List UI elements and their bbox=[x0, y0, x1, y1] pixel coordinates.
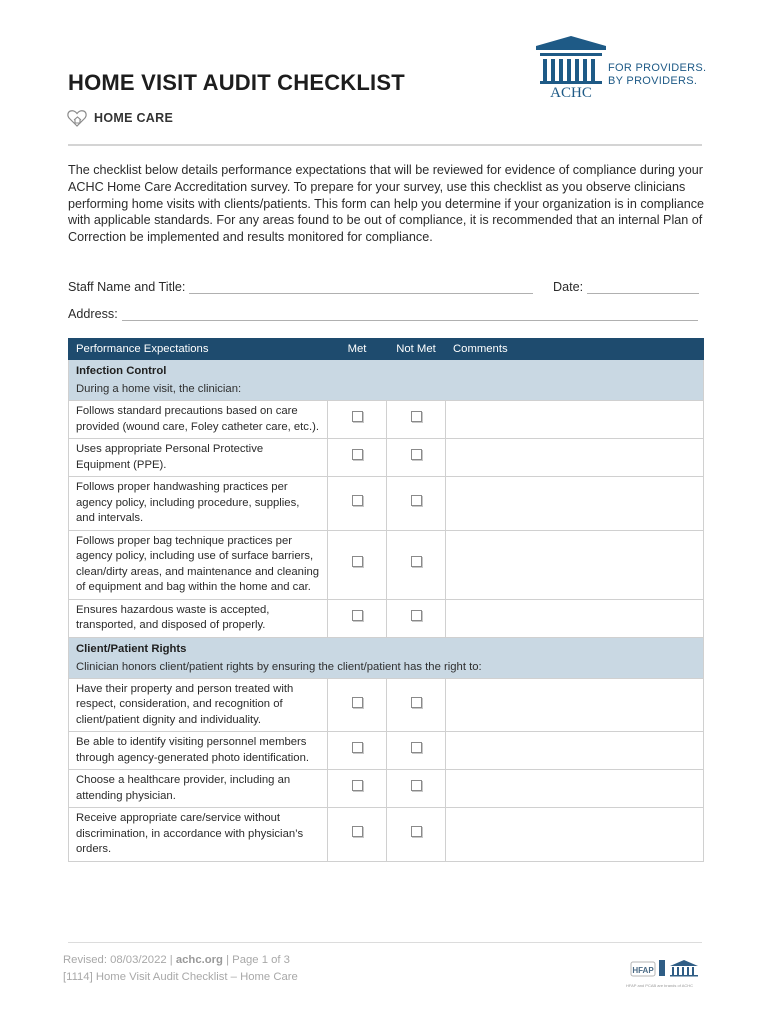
met-checkbox[interactable] bbox=[352, 610, 363, 621]
col-not-met: Not Met bbox=[387, 339, 446, 360]
comments-cell[interactable] bbox=[446, 770, 704, 808]
not-met-checkbox[interactable] bbox=[411, 826, 422, 837]
table-row bbox=[69, 477, 704, 531]
met-checkbox[interactable] bbox=[352, 742, 363, 753]
footer-doc-title: [1114] Home Visit Audit Checklist – Home Care bbox=[63, 971, 298, 983]
header-divider bbox=[68, 144, 702, 146]
heart-house-icon bbox=[66, 108, 88, 128]
table-row bbox=[69, 808, 704, 862]
comments-cell[interactable] bbox=[446, 439, 704, 477]
address-field bbox=[68, 307, 698, 321]
section-row-client-patient-rights bbox=[69, 637, 704, 678]
col-expectations: Performance Expectations bbox=[69, 339, 328, 360]
met-checkbox[interactable] bbox=[352, 495, 363, 506]
achc-logo bbox=[534, 34, 608, 100]
hfap-logo: HFAP bbox=[632, 966, 654, 975]
site-link[interactable]: achc.org bbox=[175, 954, 223, 966]
not-met-checkbox[interactable] bbox=[411, 610, 422, 621]
expectation-text: Follows standard precautions based on care provided (wound care, Foley catheter care, etc.). bbox=[69, 401, 328, 439]
col-comments: Comments bbox=[446, 339, 704, 360]
staff-input-line[interactable] bbox=[189, 282, 533, 294]
table-row bbox=[69, 530, 704, 599]
date-input-line[interactable] bbox=[587, 282, 699, 294]
comments-cell[interactable] bbox=[446, 530, 704, 599]
revised-date: Revised: 08/03/2022 | bbox=[63, 954, 173, 966]
expectation-text: Follows proper handwashing practices per agency policy, including procedure, supplies, and intervals. bbox=[69, 477, 328, 531]
tagline-line-1: FOR PROVIDERS. bbox=[608, 62, 707, 74]
tagline-line-2: BY PROVIDERS. bbox=[608, 75, 698, 87]
table-row bbox=[69, 678, 704, 732]
not-met-checkbox[interactable] bbox=[411, 556, 422, 567]
trademark-note: HFAP and PCAB are brands of ACHC bbox=[626, 983, 694, 988]
not-met-checkbox[interactable] bbox=[411, 697, 422, 708]
section-title: Client/Patient Rights bbox=[76, 642, 187, 655]
col-met: Met bbox=[328, 339, 387, 360]
comments-cell[interactable] bbox=[446, 599, 704, 637]
section-row-infection-control bbox=[69, 360, 704, 401]
not-met-checkbox[interactable] bbox=[411, 495, 422, 506]
staff-field bbox=[68, 280, 533, 294]
comments-cell[interactable] bbox=[446, 732, 704, 770]
program-tag bbox=[66, 108, 173, 128]
comments-cell[interactable] bbox=[446, 678, 704, 732]
met-checkbox[interactable] bbox=[352, 556, 363, 567]
section-title: Infection Control bbox=[76, 365, 167, 377]
table-row bbox=[69, 732, 704, 770]
table-row bbox=[69, 401, 704, 439]
comments-cell[interactable] bbox=[446, 808, 704, 862]
audit-table bbox=[68, 338, 704, 862]
expectation-text: Ensures hazardous waste is accepted, transported, and disposed of properly. bbox=[69, 599, 328, 637]
address-label: Address: bbox=[68, 307, 118, 321]
program-label: HOME CARE bbox=[94, 111, 174, 125]
not-met-checkbox[interactable] bbox=[411, 449, 422, 460]
met-checkbox[interactable] bbox=[352, 697, 363, 708]
date-field bbox=[553, 280, 699, 294]
expectation-text: Choose a healthcare provider, including an attending physician. bbox=[69, 770, 328, 808]
comments-cell[interactable] bbox=[446, 401, 704, 439]
not-met-checkbox[interactable] bbox=[411, 411, 422, 422]
table-header-row bbox=[69, 339, 704, 360]
document-title: HOME VISIT AUDIT CHECKLIST bbox=[68, 70, 405, 95]
met-checkbox[interactable] bbox=[352, 780, 363, 791]
met-checkbox[interactable] bbox=[352, 449, 363, 460]
footer bbox=[63, 952, 298, 986]
footer-line-1 bbox=[63, 952, 298, 969]
logo-wordmark: ACHC bbox=[550, 85, 592, 100]
table-row bbox=[69, 770, 704, 808]
expectation-text: Receive appropriate care/service without discrimination, in accordance with physician’s orders. bbox=[69, 808, 328, 862]
date-label: Date: bbox=[553, 280, 584, 294]
expectation-text: Be able to identify visiting personnel members through agency-generated photo identification. bbox=[69, 732, 328, 770]
section-subtitle: During a home visit, the clinician: bbox=[76, 383, 242, 395]
section-subtitle: Clinician honors client/patient rights by ensuring the client/patient has the right to: bbox=[76, 660, 482, 673]
not-met-checkbox[interactable] bbox=[411, 780, 422, 791]
met-checkbox[interactable] bbox=[352, 826, 363, 837]
footer-divider bbox=[68, 942, 702, 943]
staff-label: Staff Name and Title: bbox=[68, 280, 186, 294]
comments-cell[interactable] bbox=[446, 477, 704, 531]
not-met-checkbox[interactable] bbox=[411, 742, 422, 753]
expectation-text: Have their property and person treated with respect, consideration, and recognition of client/patient dignity and individuality. bbox=[69, 678, 328, 732]
intro-paragraph: The checklist below details performance expectations that will be reviewed for evidence of compliance during your ACHC Home Care Accreditation survey. To prepare for your survey, use this checklist as you observe clinicians performing home visits with clients/patients. This form can help you determine if your organization is in compliance with applicable standards. For any areas found to be out of compliance, it is recommended that an internal Plan of Correction be implemented and results monitored for compliance. bbox=[68, 163, 705, 245]
expectation-text: Uses appropriate Personal Protective Equipment (PPE). bbox=[69, 439, 328, 477]
page-number: | Page 1 of 3 bbox=[226, 954, 290, 966]
table-row bbox=[69, 439, 704, 477]
expectation-text: Follows proper bag technique practices per agency policy, including use of surface barriers, clean/dirty areas, and maintenance and cleaning of equipment and bag within the home and car. bbox=[69, 530, 328, 599]
table-row bbox=[69, 599, 704, 637]
address-input-line[interactable] bbox=[122, 309, 698, 321]
tagline bbox=[608, 62, 706, 88]
met-checkbox[interactable] bbox=[352, 411, 363, 422]
